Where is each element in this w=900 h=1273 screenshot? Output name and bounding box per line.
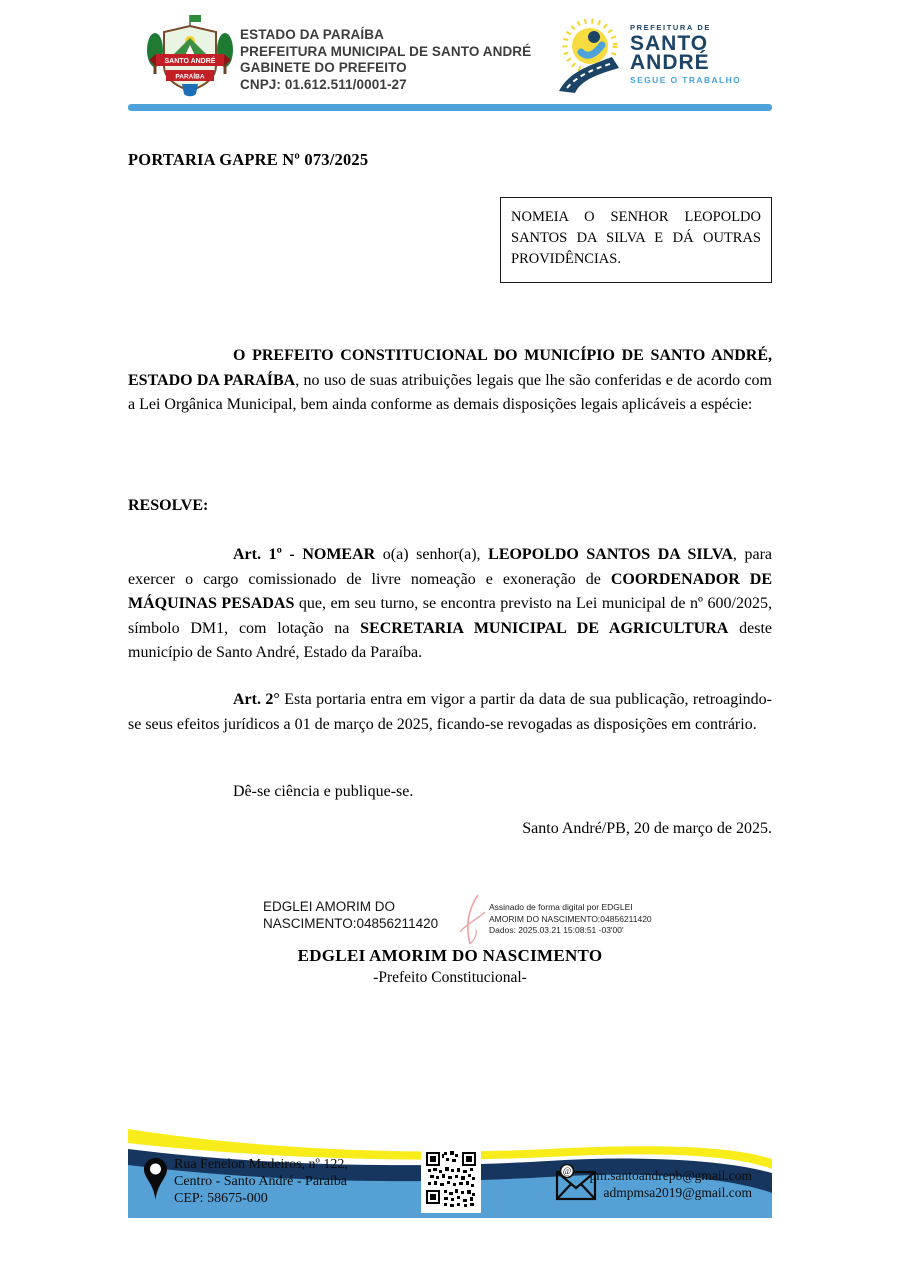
stamp-detail-line1: Assinado de forma digital por EDGLEI [489, 902, 633, 912]
svg-text:SANTO ANDRÉ: SANTO ANDRÉ [164, 58, 216, 65]
sun-road-logo-icon [556, 14, 626, 94]
letterhead [128, 12, 772, 104]
address-block [174, 1156, 348, 1207]
document-title: PORTARIA GAPRE Nº 073/2025 [128, 150, 369, 169]
resolve-label: RESOLVE: [128, 497, 209, 514]
address-line2: Centro - Santo André - Paraíba [174, 1174, 348, 1189]
email-block [590, 1167, 752, 1201]
org-line-gabinete: GABINETE DO PREFEITO [240, 60, 407, 75]
org-line-state: ESTADO DA PARAÍBA [240, 27, 384, 42]
crest-ribbon-top [149, 54, 231, 66]
email-line1: pm.santoandrepb@gmail.com [589, 1168, 752, 1183]
address-line3: CEP: 58675-000 [174, 1191, 268, 1206]
logo-tagline: SEGUE O TRABALHO [630, 75, 742, 85]
prefeitura-brand-logo [556, 14, 741, 94]
stamp-detail-line2: AMORIM DO NASCIMENTO:04856211420 [489, 913, 652, 924]
logo-eyebrow: PREFEITURA DE [630, 23, 711, 32]
stamp-certificate-details [489, 898, 709, 937]
logo-wordmark [630, 23, 741, 85]
logo-city-line1: SANTO [630, 32, 709, 55]
article-1-paragraph: Art. 1º - NOMEAR o(a) senhor(a), LEOPOLDO SANTOS DA SILVA, para exercer o cargo comissionado de livre nomeação e exoneração de COORDENADOR DE MÁQUINAS PESADAS que, em seu turno, se encontra previsto na Lei municipal de nº 600/2025, símbolo DM1, com lotação na SECRETARIA MUNICIPAL DE AGRICULTURA deste município de Santo André, Estado da Paraíba. [128, 546, 773, 661]
crest-ribbon-bottom [166, 70, 214, 81]
place-date-line: Santo André/PB, 20 de março de 2025. [522, 820, 772, 837]
footer-banner [128, 1105, 772, 1218]
stamp-detail-line3: Dados: 2025.03.21 15:08:51 -03'00' [489, 925, 624, 935]
org-line-cnpj: CNPJ: 01.612.511/0001-27 [240, 76, 407, 92]
signature-flourish-icon [457, 892, 487, 948]
header-separator-bar [128, 104, 772, 111]
address-line1: Rua Fenelon Medeiros, nº 122, [174, 1157, 348, 1172]
summary-box: NOMEIA O SENHOR LEOPOLDO SANTOS DA SILVA E DÁ OUTRAS PROVIDÊNCIAS. [500, 197, 772, 283]
svg-text:PARAÍBA: PARAÍBA [175, 73, 205, 81]
signer-title: -Prefeito Constitucional- [373, 969, 527, 986]
qr-code [421, 1143, 481, 1213]
org-line-prefeitura: PREFEITURA MUNICIPAL DE SANTO ANDRÉ [240, 43, 532, 59]
stamp-signer-id [263, 898, 455, 932]
stamp-name-line1: EDGLEI AMORIM DO [263, 899, 396, 914]
government-identification [240, 27, 531, 93]
stamp-name-line2: NASCIMENTO:04856211420 [263, 916, 439, 931]
qr-code-graphic [426, 1148, 476, 1208]
location-pin-icon [143, 1157, 168, 1201]
municipal-coat-of-arms [146, 14, 234, 100]
signer-name: EDGLEI AMORIM DO NASCIMENTO [297, 946, 603, 965]
closing-line: Dê-se ciência e publique-se. [233, 783, 414, 800]
article-2-paragraph: Art. 2° Esta portaria entra em vigor a partir da data de sua publicação, retroagindo-se seus efeitos jurídicos a 01 de março de 2025, ficando-se revogadas as disposições em contrário. [128, 691, 772, 733]
email-line2: admpmsa2019@gmail.com [603, 1185, 752, 1200]
digital-signature-stamp [263, 898, 709, 948]
svg-text:@: @ [562, 1166, 572, 1176]
preamble-paragraph: O PREFEITO CONSTITUCIONAL DO MUNICÍPIO DE SANTO ANDRÉ, ESTADO DA PARAÍBA, no uso de suas atribuições legais que lhe são conferidas e de acordo com a Lei Orgânica Municipal, bem ainda conforme as demais disposições legais aplicáveis a espécie: [128, 347, 772, 413]
logo-city-line2: ANDRÉ [630, 51, 710, 74]
